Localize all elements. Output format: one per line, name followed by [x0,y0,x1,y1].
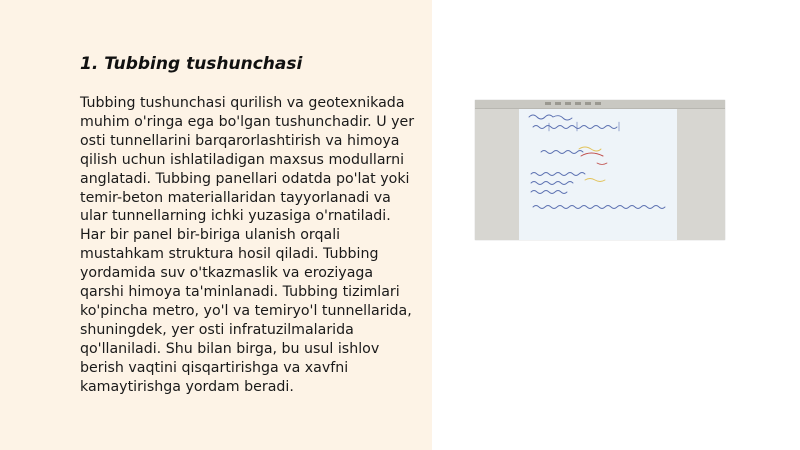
slide-body-text: Tubbing tushunchasi qurilish va geotexnikada muhim o'ringa ega bo'lgan tushunchadir. U yer osti tunnellarini barqarorlashtirish va himoya qilish uchun ishlatiladigan maxsus modullarni anglatadi. Tubbing panellari odatda po'lat yoki temir-beton materiallaridan tayyorlanadi va ular tunnellarning ichki yuzasiga o'rnatiladi. Har bir panel bir-biriga ulanish orqali mustahkam struktura hosil qiladi. Tubbing yordamida suv o'tkazmaslik va eroziyaga qarshi himoya ta'minlanadi. Tubbing tizimlari ko'pincha metro, yo'l va temiryo'l tunnellarida, shuningdek, yer osti infratuzilmalarida qo'llaniladi. Shu bilan birga, bu usul ishlov berish vaqtini qisqartirishga va xavfni kamaytirishga yordam beradi. [80,95,415,395]
slide-title: 1. Tubbing tushunchasi [80,54,303,74]
handwritten-notes-screenshot-icon [475,100,725,240]
handwriting-scribbles [519,109,677,240]
thumb-toolbar [475,100,725,109]
notes-page [519,109,677,240]
